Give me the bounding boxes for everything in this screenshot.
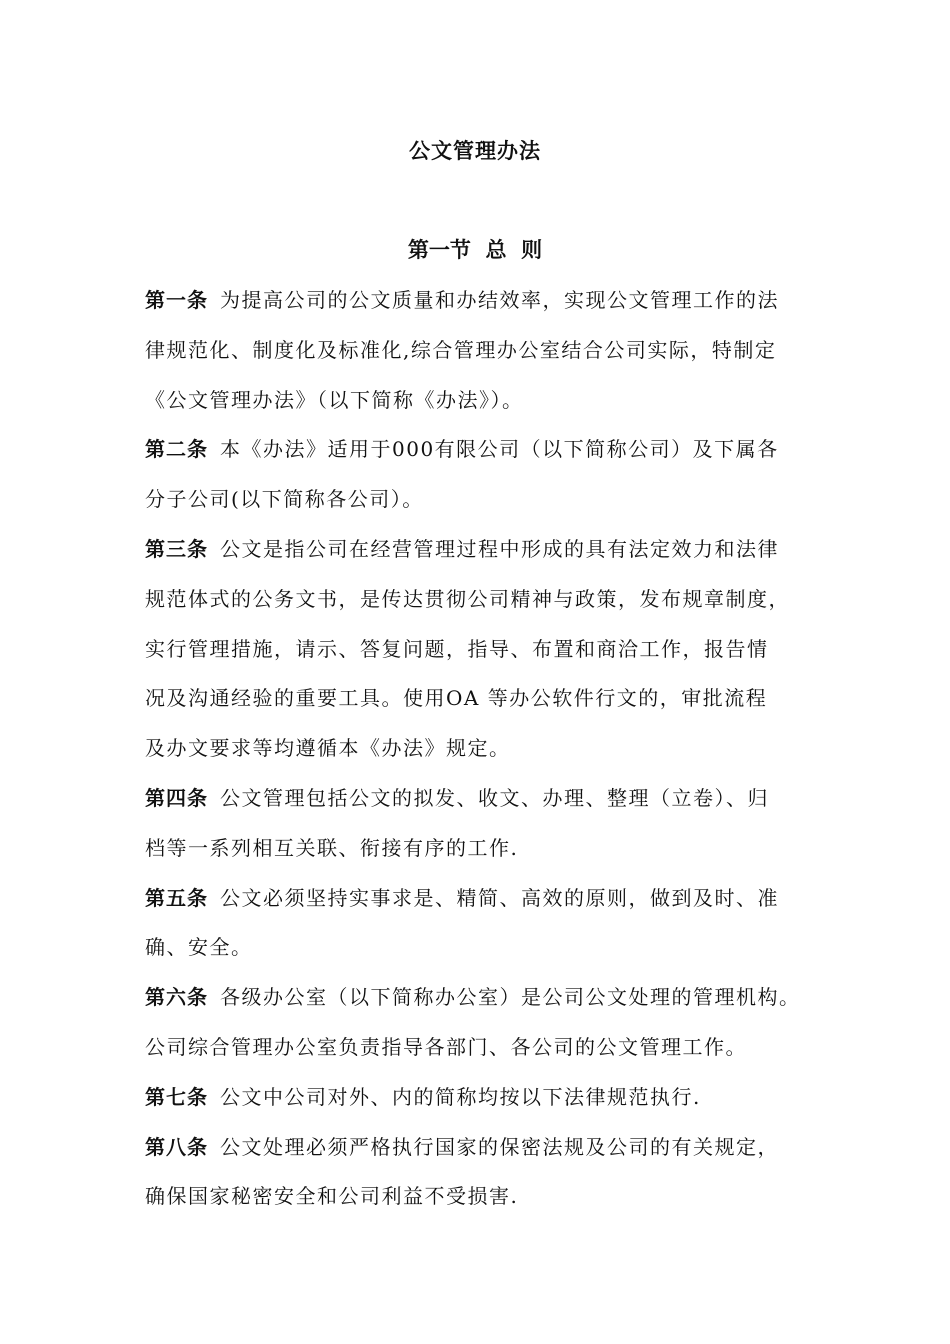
article-1-line-1	[145, 285, 845, 335]
article-1-line-3: 《公文管理办法》（以下简称《办法》）。	[145, 387, 524, 412]
article-label: 第三条	[145, 536, 208, 561]
article-label: 第四条	[145, 785, 208, 810]
article-label: 第八条	[145, 1134, 208, 1159]
article-text: 本《办法》适用于000有限公司（以下简称公司）及下属各	[220, 437, 779, 462]
article-3-line-2: 规范体式的公务文书，是传达贯彻公司精神与政策，发布规章制度，	[145, 586, 790, 611]
article-6-line-2: 公司综合管理办公室负责指导各部门、各公司的公文管理工作。	[145, 1034, 747, 1059]
article-6-line-1	[145, 982, 845, 1032]
article-4-line-2: 档等一系列相互关联、衔接有序的工作.	[145, 835, 519, 860]
article-1-line-2: 律规范化、制度化及标准化,综合管理办公室结合公司实际，特制定	[145, 337, 777, 362]
document-body	[145, 285, 845, 1231]
article-text: 为提高公司的公文质量和办结效率，实现公文管理工作的法	[220, 288, 779, 312]
article-3-line-5: 及办文要求等均遵循本《办法》规定。	[145, 736, 511, 761]
article-8-line-1	[145, 1132, 845, 1182]
article-2-line-1	[145, 434, 845, 484]
article-3-line-4: 况及沟通经验的重要工具。使用OA 等办公软件行文的，审批流程	[145, 686, 768, 711]
article-5-line-2: 确、安全。	[145, 935, 253, 960]
document-title: 公文管理办法	[409, 138, 541, 163]
section-heading: 第一节 总 则	[407, 237, 543, 262]
article-3-line-3: 实行管理措施，请示、答复问题，指导、布置和商洽工作，报告情	[145, 636, 769, 661]
article-8-line-2: 确保国家秘密安全和公司利益不受损害.	[145, 1184, 519, 1209]
article-text: 公文管理包括公文的拟发、收文、办理、整理（立卷）、归	[220, 785, 769, 810]
article-3-line-1	[145, 534, 845, 584]
article-4-line-1	[145, 783, 845, 833]
article-2-line-2: 分子公司(以下简称各公司）。	[145, 487, 424, 512]
article-label: 第二条	[145, 437, 208, 462]
article-label: 第七条	[145, 1084, 208, 1109]
article-text: 公文处理必须严格执行国家的保密法规及公司的有关规定，	[220, 1134, 779, 1159]
article-5-line-1	[145, 883, 845, 933]
article-label: 第五条	[145, 885, 208, 910]
article-label: 第六条	[145, 985, 208, 1010]
article-text: 公文必须坚持实事求是、精简、高效的原则，做到及时、准	[220, 885, 779, 910]
article-text: 各级办公室（以下简称办公室）是公司公文处理的管理机构。	[220, 985, 801, 1010]
article-label: 第一条	[145, 288, 208, 312]
article-7-line-1	[145, 1082, 845, 1132]
article-text: 公文中公司对外、内的简称均按以下法律规范执行.	[220, 1084, 701, 1109]
article-text: 公文是指公司在经营管理过程中形成的具有法定效力和法律	[220, 536, 779, 561]
